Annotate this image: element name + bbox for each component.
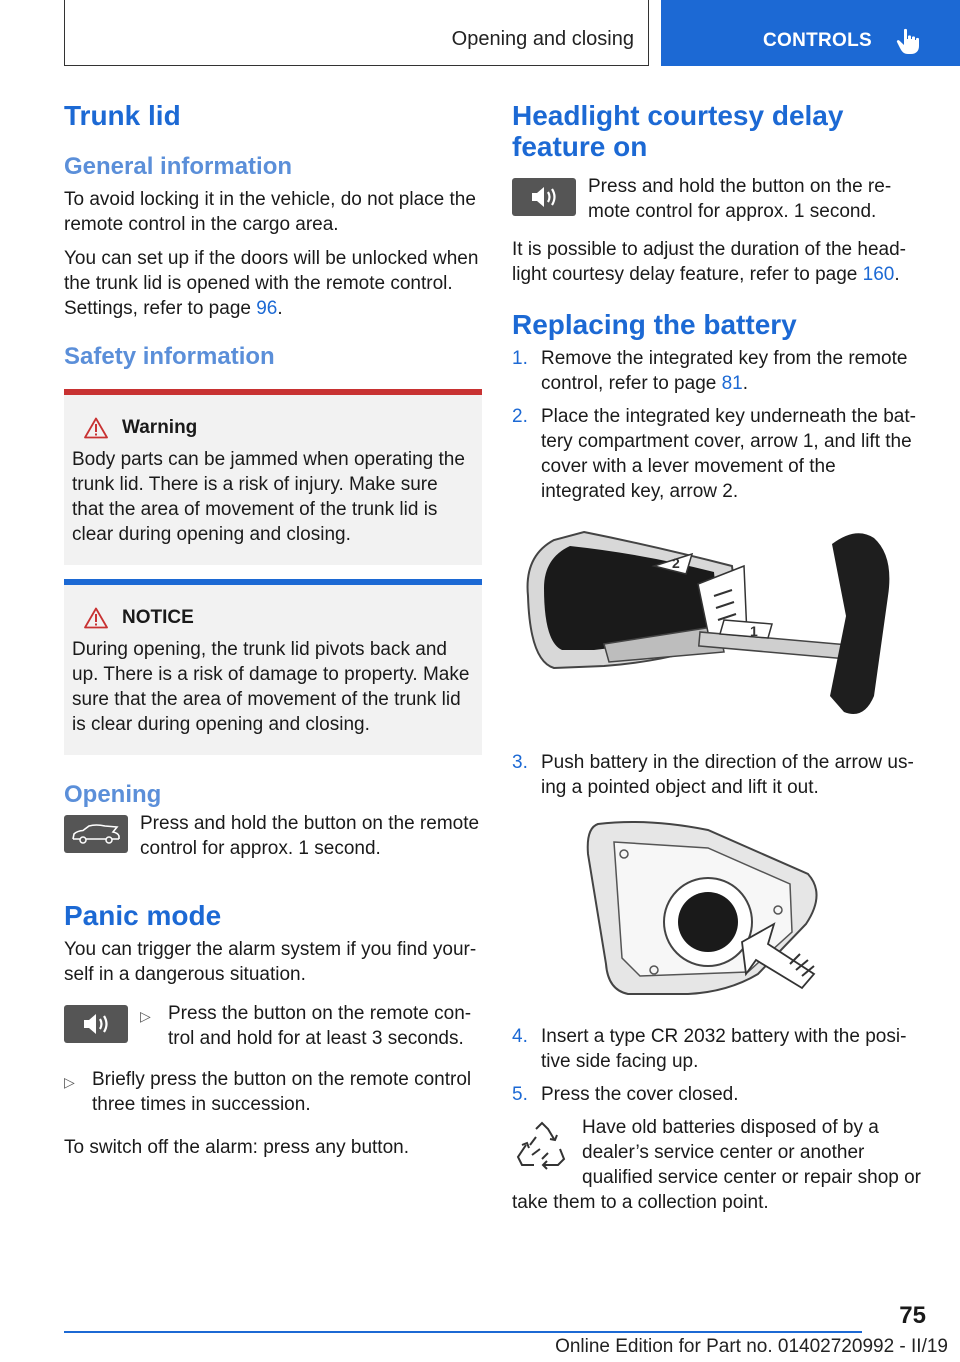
panic-list-item-1 [140,1001,482,1051]
alarm-off-text: To switch off the alarm: press any button. [64,1137,409,1158]
warning-text: Body parts can be jammed when operating the trunk lid. There is a risk of injury. Make sure that the area of movement of the trunk lid is clear during opening and closing. [72,449,465,545]
headlight-text: Press and hold the button on the remote control for approx. 1 second. [588,176,892,222]
step-number: 2. [512,406,528,427]
headlight-adjust-body: It is possible to adjust the duration of the headlight courtesy delay feature, refer to page [512,239,906,285]
notice-box [64,579,482,755]
headlight-adjust-end: . [894,264,900,285]
step-2-text: Place the integrated key underneath the battery compartment cover, arrow 1, and lift the cover with a lever movement of the integrated key, arrow 2. [541,406,916,502]
horn-button-icon [64,1005,128,1043]
arrow-2-label: 2 [672,555,680,571]
horn-button-icon [512,178,576,216]
general-info-text-2 [64,246,482,321]
recycle-note [512,1115,924,1215]
battery-heading: Replacing the battery [512,309,797,340]
step-number: 3. [512,752,528,773]
panic-button-row [64,1001,482,1051]
header-section-title: Opening and closing [451,28,634,50]
opening-text: Press and hold the button on the remote control for approx. 1 second. [140,813,480,859]
general-info-text-1: To avoid locking it in the vehicle, do not place the remote control in the cargo area. [64,189,476,235]
edition-text: Online Edition for Part no. 01402720992 - II/19 [555,1336,948,1357]
headlight-row [512,174,924,233]
notice-title-row [84,607,474,629]
step-number: 4. [512,1026,528,1047]
step-1-end: . [742,373,749,394]
panic-item-2-text: Briefly press the button on the remote control three times in succession. [92,1069,472,1115]
warning-triangle-icon [84,417,108,439]
trunk-lid-heading: Trunk lid [64,100,181,131]
header-chapter-label: CONTROLS [763,30,873,51]
notice-title: NOTICE [122,607,194,628]
notice-text: During opening, the trunk lid pivots back and up. There is a risk of damage to property. Make sure that the area of movement of the trunk lid is clear during opening and closing. [72,639,470,735]
hand-pointer-icon [893,26,923,56]
step-3-text: Push battery in the direction of the arrow using a pointed object and lift it out. [541,752,914,798]
general-info-heading: General information [64,153,293,180]
general-info-text-2-end: . [277,298,283,319]
battery-step-4 [512,1024,924,1074]
panic-mode-heading: Panic mode [64,900,222,931]
page-link-96[interactable]: 96 [256,298,278,319]
right-column [512,100,924,1224]
recycle-icon [514,1119,570,1175]
triangle-bullet-icon: ▷ [140,1008,151,1024]
header-chapter-tab [661,0,960,66]
key-removal-illustration [514,526,894,726]
footer-rule [64,1331,862,1333]
battery-step-5 [512,1082,924,1107]
opening-heading: Opening [64,781,162,808]
warning-title: Warning [122,417,198,438]
left-column [64,100,482,1169]
trunk-button-icon [64,815,128,853]
warning-title-row [84,417,474,439]
battery-removal-illustration [578,814,838,1004]
step-number: 5. [512,1084,528,1105]
battery-step-1 [512,346,924,396]
headlight-adjust-text [512,237,924,287]
notice-triangle-icon [84,607,108,629]
opening-row [64,811,482,870]
general-info-text-2-body: You can set up if the doors will be unlocked when the trunk lid is opened with the remote control. Settings, refer to page [64,248,479,319]
recycle-text: Have old batteries disposed of by a dealer’s service center or another qualified service center or repair shop or take them to a collection point. [512,1117,922,1213]
step-5-text: Press the cover closed. [541,1084,739,1105]
battery-step-2 [512,404,924,504]
battery-step-3 [512,750,924,800]
panic-intro-text: You can trigger the alarm system if you find yourself in a dangerous situation. [64,939,477,985]
page-link-81[interactable]: 81 [721,373,743,394]
safety-info-heading: Safety information [64,343,275,370]
step-4-text: Insert a type CR 2032 battery with the positive side facing up. [541,1026,907,1072]
arrow-1-label: 1 [750,623,758,639]
headlight-heading: Headlight courtesy delay feature on [512,100,844,162]
step-number: 1. [512,348,528,369]
header-section-box [64,0,649,66]
step-1-text [541,346,924,396]
panic-item-1-text: Press the button on the remote control and hold for at least 3 seconds. [168,1003,472,1049]
page-link-160[interactable]: 160 [862,264,895,285]
page-number: 75 [899,1302,926,1329]
triangle-bullet-icon: ▷ [64,1074,75,1090]
panic-list-item-2 [64,1067,482,1117]
step-1-body: Remove the integrated key from the remote control, refer to page [541,348,908,394]
warning-box [64,389,482,565]
